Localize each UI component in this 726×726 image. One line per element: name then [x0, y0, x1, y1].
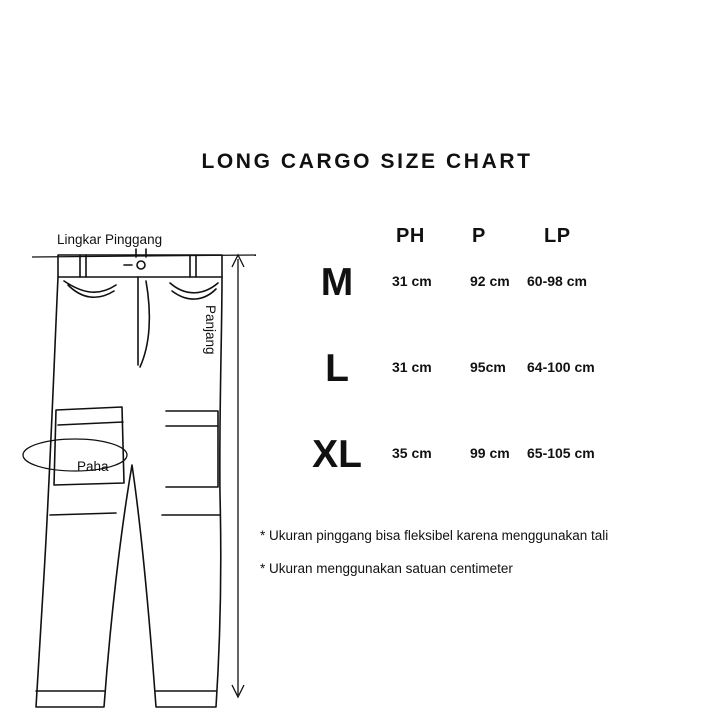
- value-ph-xl: 35 cm: [392, 445, 432, 461]
- size-label-xl: XL: [312, 433, 362, 476]
- size-label-l: L: [325, 347, 349, 390]
- label-waist: Lingkar Pinggang: [57, 232, 163, 247]
- value-ph-l: 31 cm: [392, 359, 432, 375]
- value-lp-l: 64-100 cm: [527, 359, 595, 375]
- value-lp-xl: 65-105 cm: [527, 445, 595, 461]
- value-lp-m: 60-98 cm: [527, 273, 587, 289]
- table-row: [292, 261, 712, 351]
- table-row: [292, 347, 712, 437]
- column-header-p: P: [472, 225, 486, 247]
- label-length: Panjang: [203, 305, 218, 355]
- column-header-lp: LP: [544, 225, 571, 247]
- note-item: * Ukuran menggunakan satuan centimeter: [260, 561, 513, 576]
- note-item: * Ukuran pinggang bisa fleksibel karena menggunakan tali: [260, 528, 609, 543]
- label-thigh: Paha: [77, 459, 109, 474]
- notes-section: [260, 528, 710, 594]
- size-label-m: M: [320, 261, 354, 304]
- value-p-l: 95cm: [470, 359, 506, 375]
- value-ph-m: 31 cm: [392, 273, 432, 289]
- pants-illustration: [20, 215, 310, 715]
- table-header-row: [292, 225, 712, 265]
- column-header-ph: PH: [396, 225, 425, 247]
- page-title: LONG CARGO SIZE CHART: [201, 150, 533, 173]
- size-table: [292, 225, 712, 523]
- table-row: [292, 433, 712, 523]
- value-p-m: 92 cm: [470, 273, 510, 289]
- value-p-xl: 99 cm: [470, 445, 510, 461]
- pants-line-art: [20, 215, 310, 715]
